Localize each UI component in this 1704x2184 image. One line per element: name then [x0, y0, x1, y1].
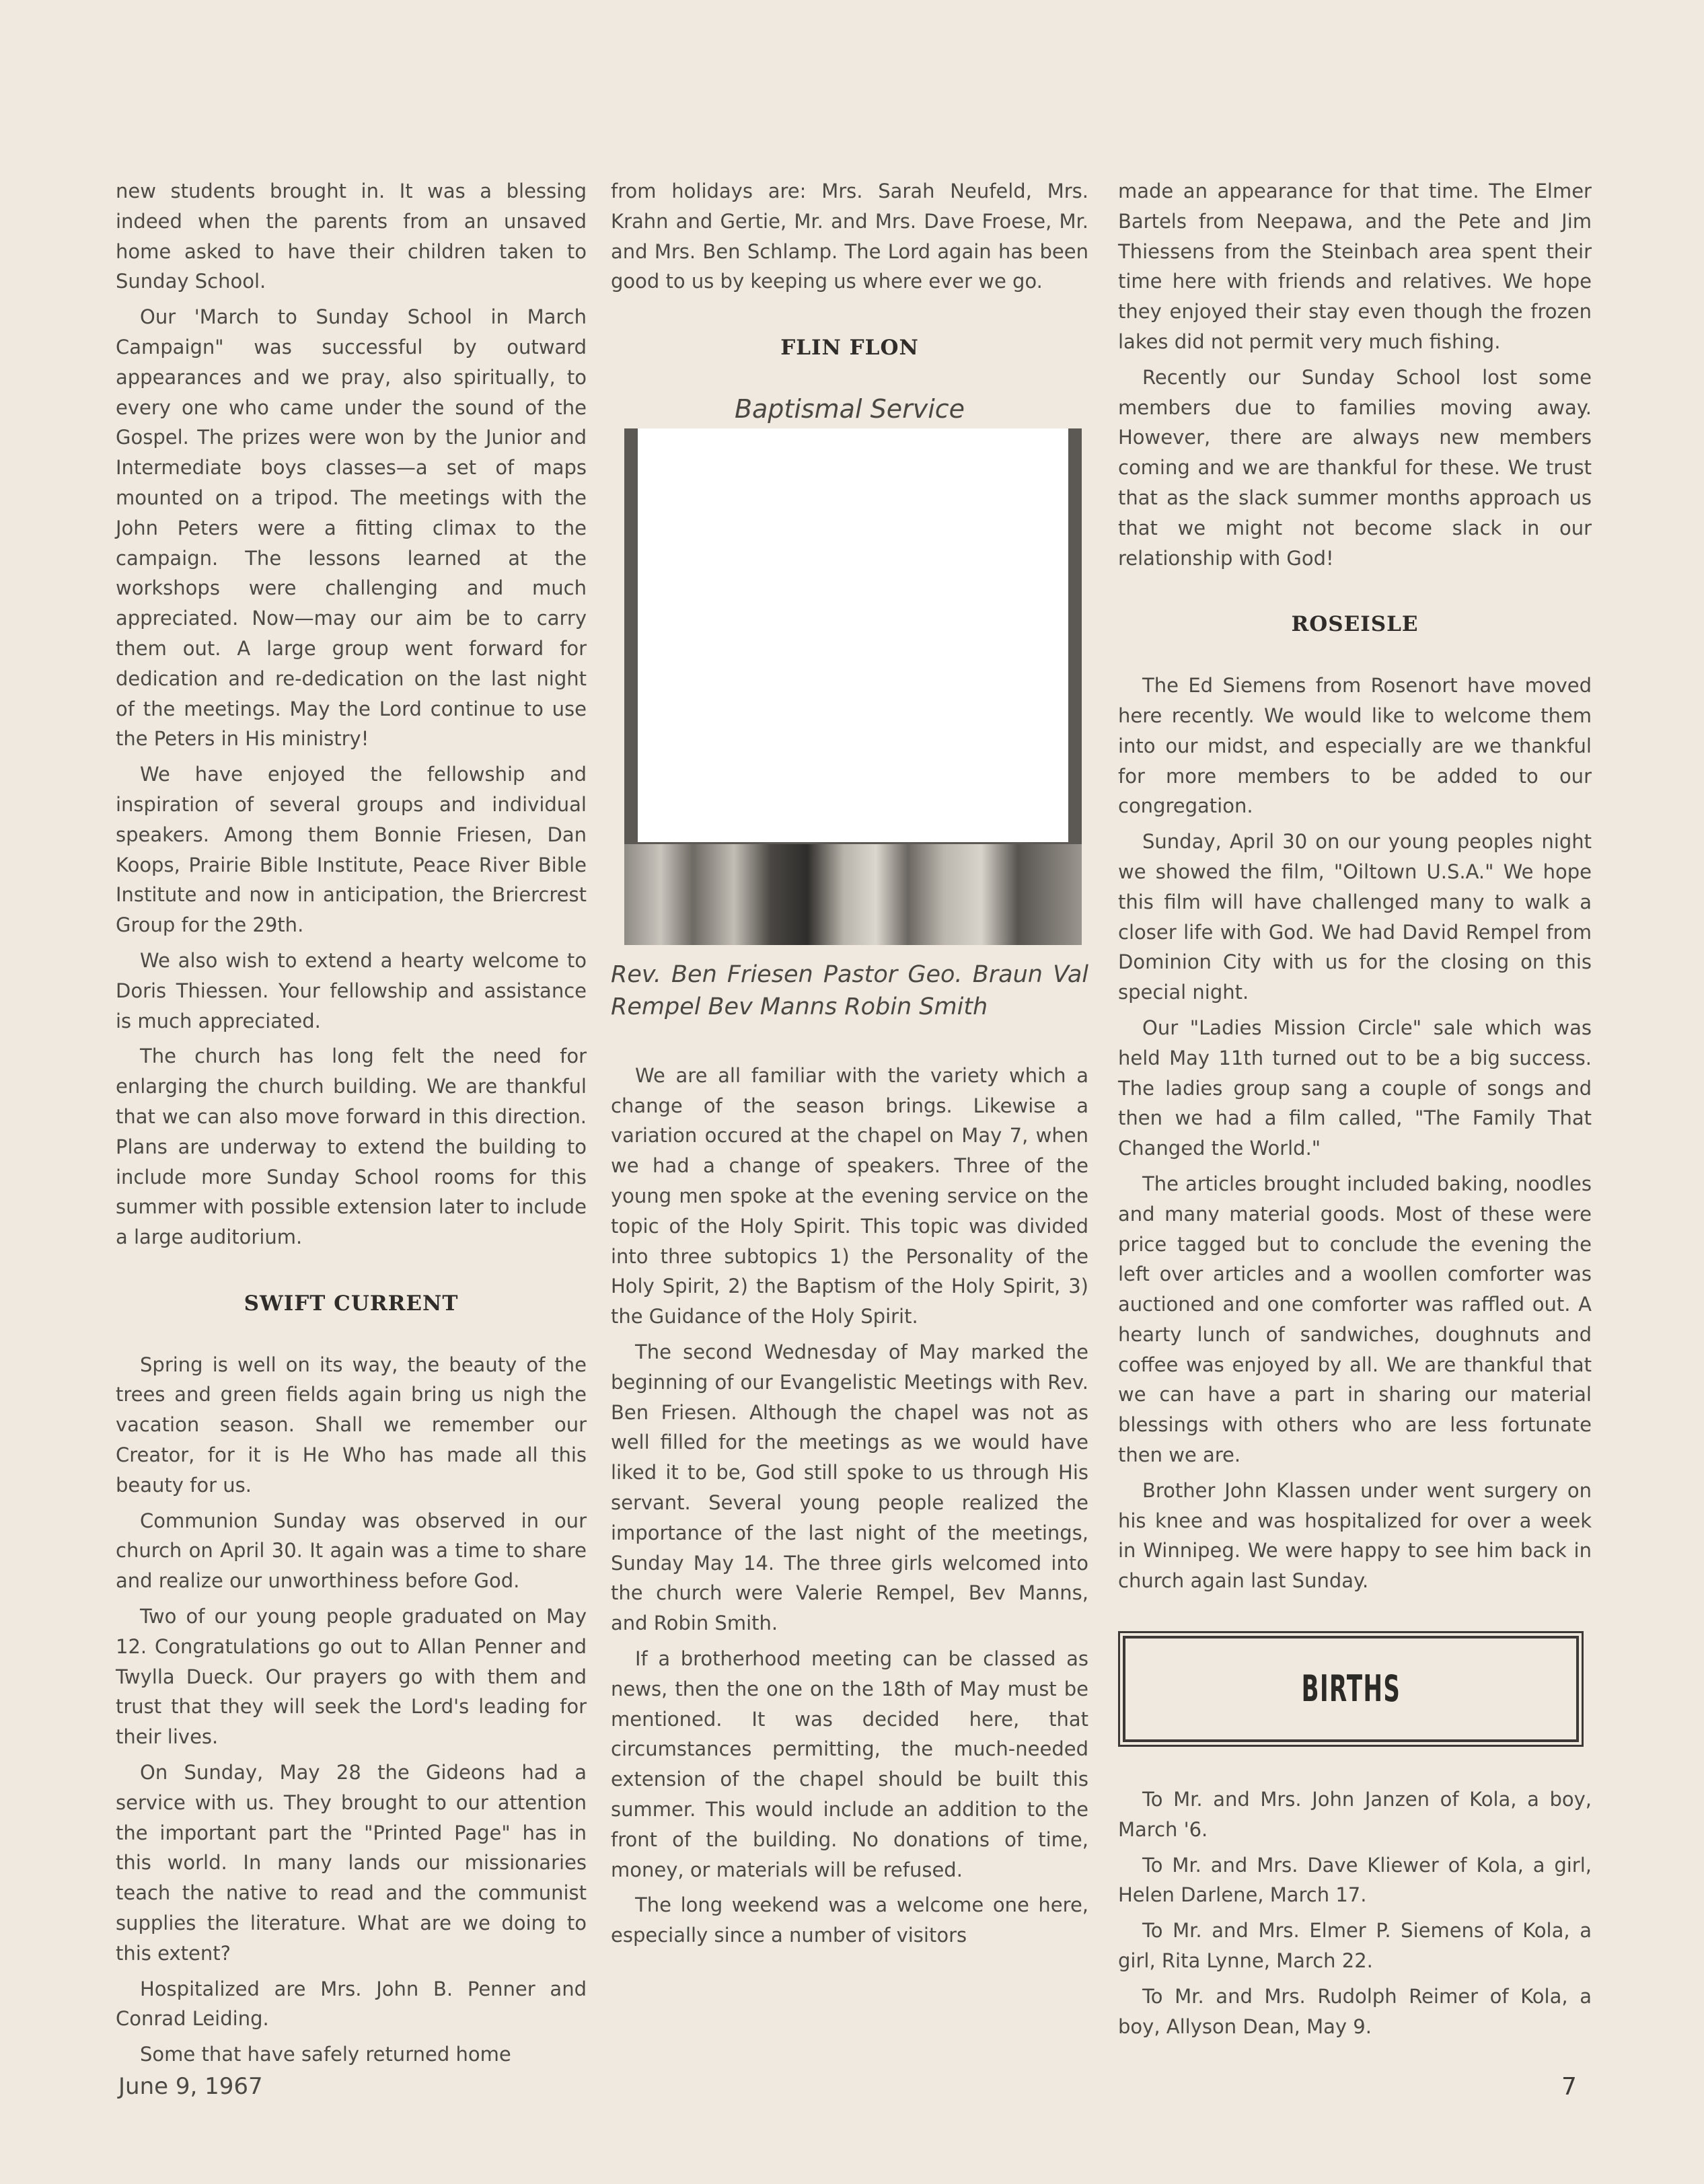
column-2: [611, 176, 1088, 1956]
paragraph: Sunday, April 30 on our young peoples night we showed the film, "Oiltown U.S.A." We hope this film will have challenged many to walk a closer life with God. We had David Rempel from Dominion City with us for the closing on this special night.: [1118, 830, 1592, 1004]
paragraph: If a brotherhood meeting can be classed as news, then the one on the 18th of May must be mentioned. It was decided here, that circumstances permitting, the much-needed extension of the chapel should be built this summer. This would include an addition to the front of the building. No donations of time, money, or materials will be refused.: [611, 1647, 1088, 1881]
baptismal-photo: [624, 428, 1082, 945]
paragraph: from holidays are: Mrs. Sarah Neufeld, Mrs. Krahn and Gertie, Mr. and Mrs. Dave Froese, Mr. and Mrs. Ben Schlamp. The Lord again has been good to us by keeping us where ever we go.: [611, 180, 1088, 293]
redacted-area: [638, 428, 1068, 842]
photo-caption: Rev. Ben Friesen Pastor Geo. Braun Val Rempel Bev Manns Robin Smith: [611, 961, 1088, 1020]
paragraph: We also wish to extend a hearty welcome to Doris Thiessen. Your fellowship and assistance is much appreciated.: [116, 948, 587, 1032]
photo-title: Baptismal Service: [734, 393, 965, 424]
paragraph: Our 'March to Sunday School in March Campaign" was successful by outward appearances and we pray, also spiritually, to every one who came under the sound of the Gospel. The prizes were won by the Junior and Intermediate boys classes—a set of maps mounted on a tripod. The meetings with the John Peters were a fitting climax to the campaign. The lessons learned at the workshops were challenging and much appreciated. Now—may our aim be to carry them out. A large group went forward for dedication and re-dedication on the last night of the meetings. May the Lord continue to use the Peters in His ministry!: [116, 305, 587, 751]
paragraph: Two of our young people graduated on May 12. Congratulations go out to Allan Penner and Twylla Dueck. Our prayers go with them and trust that they will seek the Lord's leading for their lives.: [116, 1605, 587, 1749]
section-heading-swift-current: SWIFT CURRENT: [244, 1291, 459, 1316]
births-banner: [1118, 1631, 1584, 1747]
paragraph: new students brought in. It was a blessing indeed when the parents from an unsaved home asked to have their children taken to Sunday School.: [116, 180, 587, 293]
paragraph: The second Wednesday of May marked the beginning of our Evangelistic Meetings with Rev. Ben Friesen. Although the chapel was not as well filled for the meetings as we would have liked it to be, God still spoke to us through His servant. Several young people realized the importance of the last night of the meetings, Sunday May 14. The three girls welcomed into the church were Valerie Rempel, Bev Manns, and Robin Smith.: [611, 1340, 1088, 1635]
paragraph: We are all familiar with the variety which a change of the season brings. Likewise a variation occured at the chapel on May 7, when we had a change of speakers. Three of the young men spoke at the evening service on the topic of the Holy Spirit. This topic was divided into three subtopics 1) the Personality of the Holy Spirit, 2) the Baptism of the Holy Spirit, 3) the Guidance of the Holy Spirit.: [611, 1063, 1088, 1328]
paragraph: The Ed Siemens from Rosenort have moved here recently. We would like to welcome them into our midst, and especially are we thankful for more members to be added to our congregation.: [1118, 674, 1592, 818]
paragraph: Our "Ladies Mission Circle" sale which was held May 11th turned out to be a big success. The ladies group sang a couple of songs and then we had a film called, "The Family That Changed the World.": [1118, 1016, 1592, 1160]
birth-announcement: To Mr. and Mrs. Elmer P. Siemens of Kola, a girl, Rita Lynne, March 22.: [1118, 1919, 1592, 1973]
birth-announcement: To Mr. and Mrs. Dave Kliewer of Kola, a girl, Helen Darlene, March 17.: [1118, 1853, 1592, 1907]
paragraph: Some that have safely returned home: [140, 2043, 511, 2066]
column-3: [1118, 176, 1592, 2047]
paragraph: Recently our Sunday School lost some members due to families moving away. However, there are always new members coming and we are thankful for these. We trust that as the slack summer months approach us that we might not become slack in our relationship with God!: [1118, 365, 1592, 570]
paragraph: We have enjoyed the fellowship and inspiration of several groups and individual speakers. Among them Bonnie Friesen, Dan Koops, Prairie Bible Institute, Peace River Bible Institute and now in anticipation, the Briercrest Group for the 29th.: [116, 763, 587, 937]
paragraph: The articles brought included baking, noodles and many material goods. Most of these were price tagged but to conclude the evening the left over articles and a woollen comforter was auctioned and one comforter was raffled out. A hearty lunch of sandwiches, doughnuts and coffee was enjoyed by all. We are thankful that we can have a part in sharing our material blessings with others who are less fortunate then we are.: [1118, 1172, 1592, 1467]
section-heading-roseisle: ROSEISLE: [1291, 612, 1419, 637]
paragraph: Brother John Klassen under went surgery on his knee and was hospitalized for over a week in Winnipeg. We were happy to see him back in church again last Sunday.: [1118, 1478, 1592, 1593]
photo-image: [624, 844, 1082, 945]
section-heading-flin-flon: FLIN FLON: [780, 336, 919, 361]
page-number: 7: [1561, 2073, 1577, 2101]
paragraph: Hospitalized are Mrs. John B. Penner and Conrad Leiding.: [116, 1977, 587, 2031]
paragraph: Spring is well on its way, the beauty of the trees and green fields again bring us nigh the vacation season. Shall we remember our Creator, for it is He Who has made all this beauty for us.: [116, 1353, 587, 1497]
footer-date: June 9, 1967: [118, 2073, 263, 2100]
birth-announcement: To Mr. and Mrs. Rudolph Reimer of Kola, a boy, Allyson Dean, May 9.: [1118, 1984, 1592, 2038]
paragraph: Communion Sunday was observed in our church on April 30. It again was a time to share and realize our unworthiness before God.: [116, 1509, 587, 1593]
paragraph: On Sunday, May 28 the Gideons had a service with us. They brought to our attention the important part the "Printed Page" has in this world. In many lands our missionaries teach the native to read and the communist supplies the literature. What are we doing to this extent?: [116, 1761, 587, 1965]
births-title: BIRTHS: [1301, 1667, 1401, 1710]
paragraph: The long weekend was a welcome one here, especially since a number of visitors: [611, 1893, 1088, 1947]
paragraph: The church has long felt the need for enlarging the church building. We are thankful that we can also move forward in this direction. Plans are underway to extend the building to include more Sunday School rooms for this summer with possible extension later to include a large auditorium.: [116, 1045, 587, 1249]
column-1: [116, 176, 587, 2075]
birth-announcement: To Mr. and Mrs. John Janzen of Kola, a boy, March '6.: [1118, 1788, 1592, 1841]
paragraph: made an appearance for that time. The Elmer Bartels from Neepawa, and the Pete and Jim Thiessens from the Steinbach area spent their time here with friends and relatives. We hope they enjoyed their stay even though the frozen lakes did not permit very much fishing.: [1118, 180, 1592, 353]
